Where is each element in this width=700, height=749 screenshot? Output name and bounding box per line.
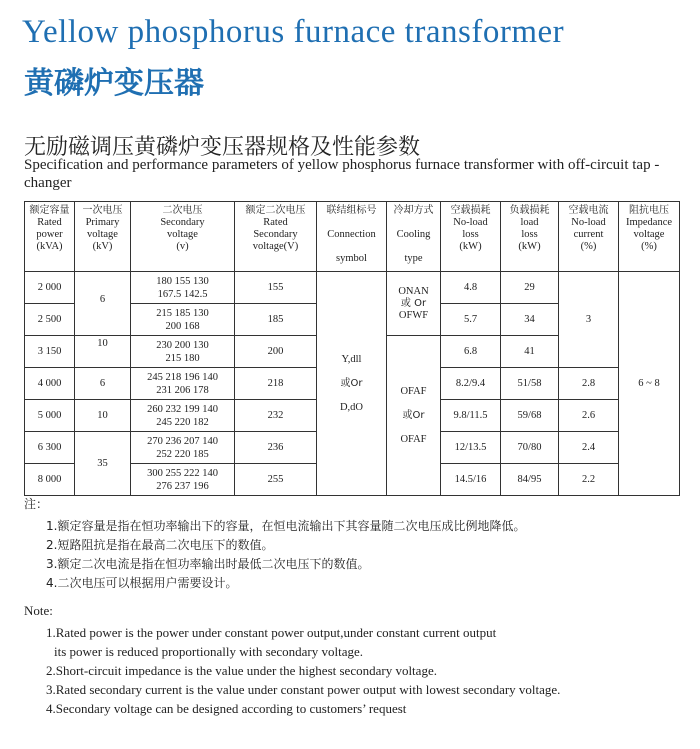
table-row [25, 272, 680, 304]
secondary-voltage-cell: 300 255 222 140 276 237 196 [131, 464, 235, 496]
note-line: 2.Short-circuit impedance is the value under the highest secondary voltage. [46, 663, 437, 678]
rated-power-cell: 4 000 [25, 368, 75, 400]
no-load-loss-cell: 8.2/9.4 [441, 368, 501, 400]
note-line: its power is reduced proportionally with secondary voltage. [54, 644, 364, 659]
no-load-current-cell: 2.4 [559, 432, 619, 464]
rated-power-cell: 6 300 [25, 432, 75, 464]
title-chinese: 黄磷炉变压器 [24, 66, 204, 101]
rated-secondary-voltage-cell: 218 [235, 368, 317, 400]
secondary-voltage-cell: 180 155 130 167.5 142.5 [131, 272, 235, 304]
no-load-current-cell: 2.8 [559, 368, 619, 400]
rated-power-cell: 5 000 [25, 400, 75, 432]
section-heading-chinese: 无励磁调压黄磷炉变压器规格及性能参数 [24, 135, 421, 160]
load-loss-cell: 59/68 [501, 400, 559, 432]
section-heading-english: Specification and performance parameters of yellow phosphorus furnace transformer with off-circuit tap -changer [24, 157, 660, 191]
notes-heading-chinese: 注： [24, 497, 49, 511]
header-connection-symbol: 联结组标号 Connection symbol [317, 202, 387, 272]
note-line: 4.Secondary voltage can be designed according to customers’ request [46, 701, 407, 716]
primary-voltage-cell: 10 [75, 336, 131, 368]
no-load-loss-cell: 4.8 [441, 272, 501, 304]
title-english: Yellow phosphorus furnace transformer [22, 14, 565, 50]
no-load-loss-cell: 5.7 [441, 304, 501, 336]
load-loss-cell: 29 [501, 272, 559, 304]
header-no-load-loss: 空载损耗 No-load loss (kW) [441, 202, 501, 272]
rated-power-cell: 8 000 [25, 464, 75, 496]
rated-secondary-voltage-cell: 236 [235, 432, 317, 464]
connection-symbol-cell: Y,dll 或Or D,dO [317, 272, 387, 496]
header-no-load-current: 空载电流 No-load current (%) [559, 202, 619, 272]
note-line: 3.额定二次电流是指在恒功率输出时最低二次电压下的数值。 [46, 557, 370, 571]
header-impedance-voltage: 阻抗电压 Impedance voltage (%) [619, 202, 680, 272]
no-load-current-cell: 3 [559, 272, 619, 368]
table-header-row [25, 202, 680, 272]
note-line: 2.短路阻抗是指在最高二次电压下的数值。 [46, 538, 274, 552]
note-line: 3.Rated secondary current is the value under constant power output with lowest secondary voltage. [46, 682, 561, 697]
rated-power-cell: 3 150 [25, 336, 75, 368]
secondary-voltage-cell: 260 232 199 140 245 220 182 [131, 400, 235, 432]
rated-power-cell: 2 000 [25, 272, 75, 304]
header-primary-voltage: 一次电压 Primary voltage (kV) [75, 202, 131, 272]
header-rated-secondary-voltage: 额定二次电压 Rated Secondary voltage(V) [235, 202, 317, 272]
cooling-type-cell: ONAN 或 Or OFWF [387, 272, 441, 336]
notes-chinese [24, 495, 525, 593]
header-load-loss: 负载损耗 load loss (kW) [501, 202, 559, 272]
secondary-voltage-cell: 245 218 196 140 231 206 178 [131, 368, 235, 400]
rated-secondary-voltage-cell: 200 [235, 336, 317, 368]
no-load-loss-cell: 14.5/16 [441, 464, 501, 496]
primary-voltage-cell: 6 [75, 368, 131, 400]
no-load-loss-cell: 12/13.5 [441, 432, 501, 464]
rated-secondary-voltage-cell: 255 [235, 464, 317, 496]
no-load-current-cell: 2.6 [559, 400, 619, 432]
load-loss-cell: 70/80 [501, 432, 559, 464]
note-line: 1.Rated power is the power under constant power output,under constant current output [46, 625, 497, 640]
no-load-loss-cell: 9.8/11.5 [441, 400, 501, 432]
load-loss-cell: 51/58 [501, 368, 559, 400]
no-load-loss-cell: 6.8 [441, 336, 501, 368]
note-line: 1.额定容量是指在恒功率输出下的容量，在恒电流输出下其容量随二次电压成比例地降低。 [46, 519, 526, 533]
note-line: 4.二次电压可以根据用户需要设计。 [46, 576, 238, 590]
header-rated-power: 额定容量 Rated power (kVA) [25, 202, 75, 272]
notes-english [24, 603, 560, 718]
rated-power-cell: 2 500 [25, 304, 75, 336]
impedance-voltage-cell: 6 ~ 8 [619, 272, 680, 496]
spec-table [24, 201, 680, 496]
load-loss-cell: 34 [501, 304, 559, 336]
rated-secondary-voltage-cell: 232 [235, 400, 317, 432]
header-secondary-voltage: 二次电压 Secondary voltage (v) [131, 202, 235, 272]
load-loss-cell: 84/95 [501, 464, 559, 496]
secondary-voltage-cell: 215 185 130 200 168 [131, 304, 235, 336]
primary-voltage-cell: 6 [75, 272, 131, 336]
rated-secondary-voltage-cell: 185 [235, 304, 317, 336]
no-load-current-cell: 2.2 [559, 464, 619, 496]
secondary-voltage-cell: 270 236 207 140 252 220 185 [131, 432, 235, 464]
load-loss-cell: 41 [501, 336, 559, 368]
rated-secondary-voltage-cell: 155 [235, 272, 317, 304]
cooling-type-cell: OFAF 或Or OFAF [387, 336, 441, 496]
primary-voltage-cell: 35 [75, 432, 131, 496]
notes-heading-english: Note: [24, 603, 53, 618]
secondary-voltage-cell: 230 200 130 215 180 [131, 336, 235, 368]
header-cooling-type: 冷却方式 Cooling type [387, 202, 441, 272]
primary-voltage-cell: 10 [75, 400, 131, 432]
